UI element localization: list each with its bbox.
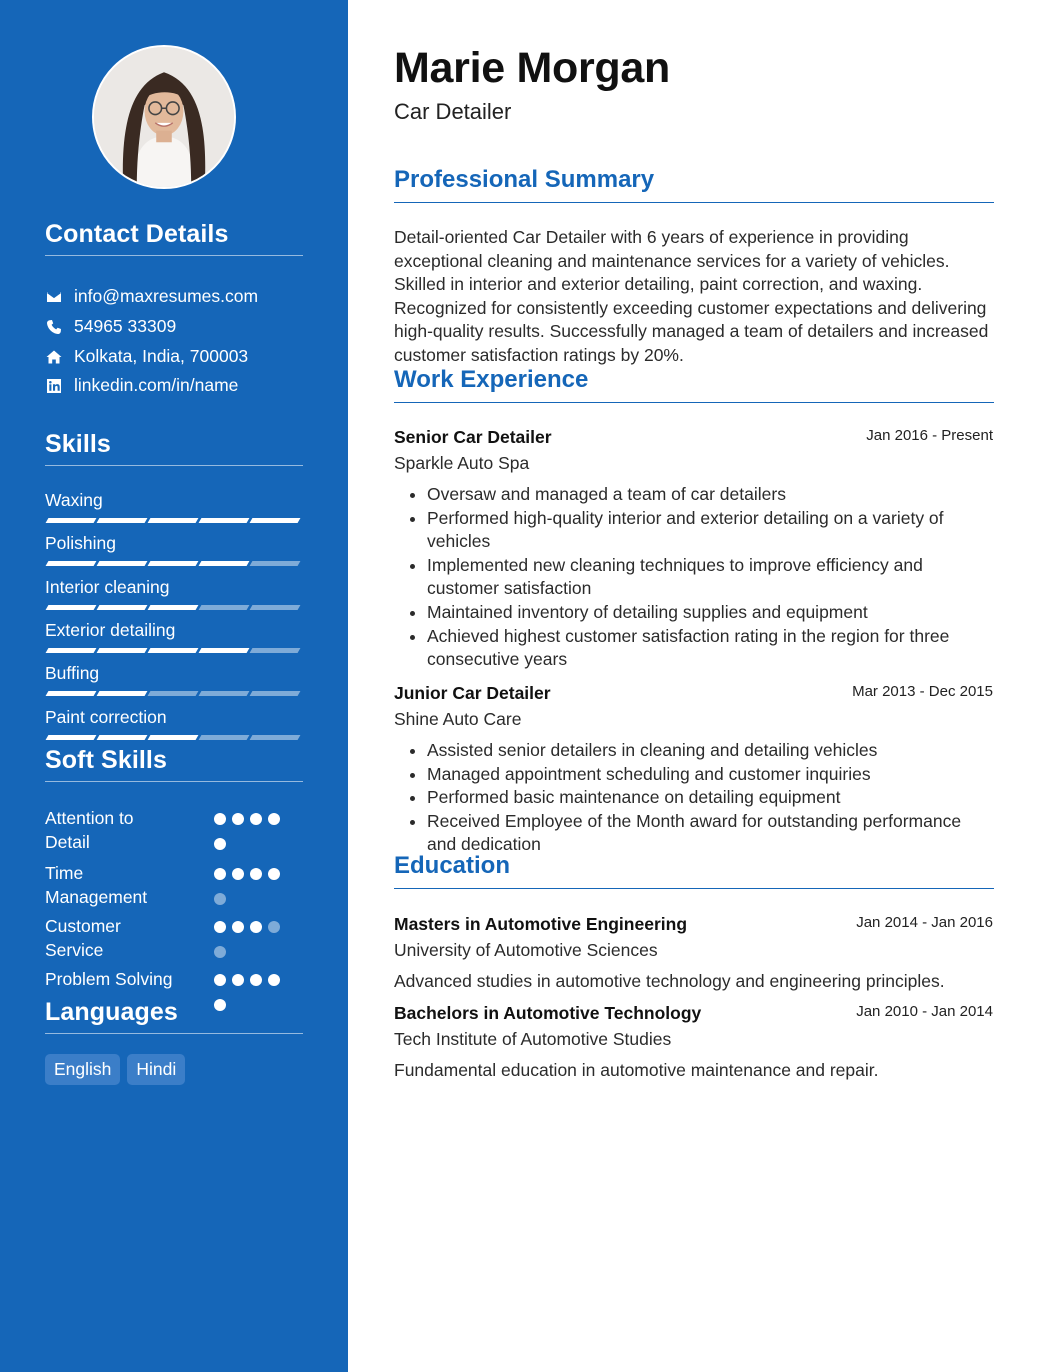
linkedin-icon [45,377,63,395]
skill-level-segment [250,735,301,740]
skill-level-segment [46,691,97,696]
skill-item [45,663,303,684]
soft-skill-rating [214,813,294,850]
language-tag: Hindi [127,1054,185,1085]
education-dates: Jan 2014 - Jan 2016 [856,914,993,931]
job-bullet: • Performed high-quality interior and exterior detailing on a variety of vehicles [427,507,994,554]
skill-level-segment [97,691,148,696]
contact-section [45,220,303,395]
skill-level-segment [250,605,301,610]
degree-title: Masters in Automotive Engineering [394,914,688,934]
contact-address-text: Kolkata, India, 700003 [74,346,249,366]
skill-level-segment [46,648,97,653]
skill-level-segment [199,648,250,653]
rating-dot [250,813,262,825]
degree-title: Bachelors in Automotive Technology [394,1003,702,1023]
envelope-icon [45,288,63,306]
soft-skill-name: Time Management [45,863,148,907]
school-name: University of Automotive Sciences [394,940,658,960]
skill-level-segment [148,518,199,523]
education-description: Advanced studies in automotive technology and engineering principles. [394,971,945,991]
skill-level-segment [199,518,250,523]
skills-heading: Skills [45,430,303,466]
candidate-title: Car Detailer [394,99,512,124]
rating-dot [232,868,244,880]
rating-dot [268,974,280,986]
rating-dot [214,838,226,850]
job-title: Junior Car Detailer [394,683,551,703]
contact-phone[interactable] [45,316,176,337]
school-name: Tech Institute of Automotive Studies [394,1029,672,1049]
skill-level-segment [97,648,148,653]
education-entry [394,914,994,992]
summary-text: Detail-oriented Car Detailer with 6 years of experience in providing exceptional cleaning and maintenance services for a variety of vehicles. Skilled in interior and exterior detailing, paint correction, and waxing. Recognized for consistently exceeding customer expectations and delivering high-quality results. Successfully managed a team of detailers and increased customer satisfaction ratings by 20%. [394,227,989,365]
contact-linkedin-text: linkedin.com/in/name [74,375,239,395]
rating-dot [232,974,244,986]
rating-dot [268,868,280,880]
job-company: Shine Auto Care [394,709,522,729]
job-entry [394,427,994,672]
rating-dot [214,921,226,933]
languages-section [45,998,303,1079]
soft-skills-section [45,746,303,989]
skill-item [45,490,303,511]
job-bullet: • Assisted senior detailers in cleaning and detailing vehicles [427,739,994,763]
soft-skill-name: Attention to Detail [45,808,134,852]
phone-icon [45,318,63,336]
skill-level-segment [148,691,199,696]
job-bullet: • Oversaw and managed a team of car detailers [427,483,994,507]
rating-dot [268,921,280,933]
job-entry [394,683,994,857]
soft-skill-name: Customer Service [45,916,121,960]
skill-level-segment [148,648,199,653]
job-bullet: • Maintained inventory of detailing supplies and equipment [427,601,994,625]
job-bullet: • Implemented new cleaning techniques to improve efficiency and customer satisfaction [427,554,994,601]
home-icon [45,348,63,366]
job-bullets [394,483,994,672]
skill-level-segment [97,605,148,610]
education-heading: Education [394,852,994,889]
job-bullet: • Achieved highest customer satisfaction rating in the region for three consecutive years [427,625,994,672]
skill-level-bar [47,605,299,610]
soft-skill-name: Problem Solving [45,969,173,989]
education-dates: Jan 2010 - Jan 2014 [856,1003,993,1020]
contact-email-text: info@maxresumes.com [74,286,259,306]
contact-address [45,346,248,367]
skill-name: Paint correction [45,706,167,727]
rating-dot [214,868,226,880]
skill-level-segment [97,518,148,523]
skill-level-segment [199,561,250,566]
skill-level-segment [97,735,148,740]
skill-level-segment [199,691,250,696]
job-bullet: • Received Employee of the Month award for outstanding performance and dedication [427,810,994,857]
rating-dot [214,813,226,825]
skill-level-segment [148,735,199,740]
skill-name: Buffing [45,663,100,684]
rating-dot [232,921,244,933]
rating-dot [232,813,244,825]
education-description: Fundamental education in automotive maintenance and repair. [394,1060,879,1080]
skill-level-bar [47,691,299,696]
skill-level-bar [47,518,299,523]
skill-item [45,707,303,728]
language-tag: English [45,1054,120,1085]
skill-item [45,577,303,598]
rating-dot [250,974,262,986]
rating-dot [250,921,262,933]
rating-dot [214,974,226,986]
skill-level-segment [97,561,148,566]
contact-email[interactable] [45,286,258,307]
skill-level-segment [46,605,97,610]
soft-skill-rating [214,868,294,905]
job-dates: Jan 2016 - Present [866,427,993,444]
skill-level-segment [199,605,250,610]
job-dates: Mar 2013 - Dec 2015 [852,683,993,700]
contact-phone-text: 54965 33309 [74,316,177,336]
skill-name: Polishing [45,533,117,554]
skills-section [45,430,303,727]
skill-level-segment [46,561,97,566]
skill-level-segment [148,605,199,610]
skill-level-segment [199,735,250,740]
language-tags [45,1054,185,1085]
skill-item [45,533,303,554]
skill-level-segment [148,561,199,566]
soft-skill-rating [214,921,294,958]
soft-skills-heading: Soft Skills [45,746,303,782]
skill-level-bar [47,561,299,566]
skill-level-segment [250,648,301,653]
job-bullet: • Performed basic maintenance on detailing equipment [427,786,994,810]
contact-linkedin[interactable] [45,375,238,396]
skill-level-segment [46,735,97,740]
contact-heading: Contact Details [45,220,303,256]
candidate-name: Marie Morgan [394,44,670,92]
education-entry [394,1003,994,1081]
rating-dot [214,893,226,905]
skill-name: Waxing [45,490,103,510]
skill-level-bar [47,735,299,740]
job-title: Senior Car Detailer [394,427,552,447]
rating-dot [268,813,280,825]
skill-level-bar [47,648,299,653]
skill-item [45,620,303,641]
job-bullet: • Managed appointment scheduling and customer inquiries [427,763,994,787]
skill-level-segment [250,518,301,523]
skill-level-segment [250,561,301,566]
skill-level-segment [46,518,97,523]
job-bullets [394,739,994,857]
experience-heading: Work Experience [394,366,994,403]
rating-dot [250,868,262,880]
summary-heading: Professional Summary [394,166,994,203]
job-company: Sparkle Auto Spa [394,453,530,473]
skill-level-segment [250,691,301,696]
languages-heading: Languages [45,998,303,1034]
avatar [92,45,236,189]
sidebar [0,0,348,1372]
rating-dot [214,946,226,958]
skill-name: Interior cleaning [45,576,170,597]
skill-name: Exterior detailing [45,619,176,640]
profile-photo [94,47,234,187]
